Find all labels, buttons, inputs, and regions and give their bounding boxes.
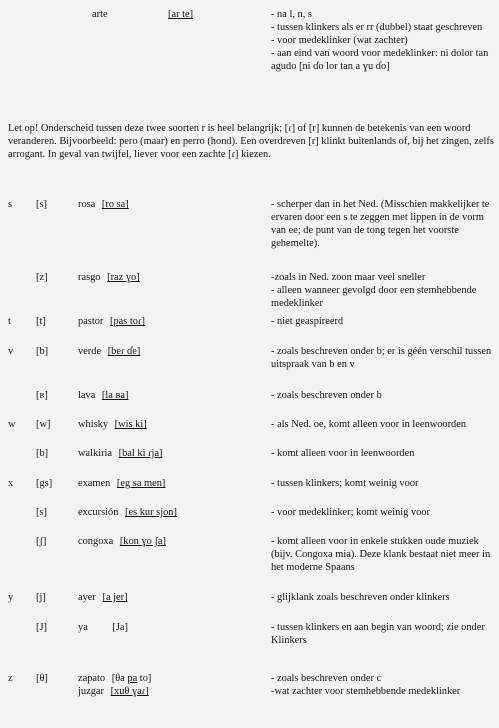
example-word: examen (78, 478, 111, 489)
description-line: - niet geaspireerd (271, 316, 344, 327)
description (271, 315, 495, 328)
note-paragraph: Let op! Onderscheid tussen deze twee soorten r is heel belangrijk; [ɾ] of [r] kunnen de betekenis van een woord veranderen. Bijvoorbeeld: pero (maar) en perro (hond). Een overdreven [r] klinkt buitenlands of, bij het zingen, zelfs arrogant. In geval van twijfel, liever voor een zachte [ɾ] kiezen. (8, 123, 494, 160)
transcription: [eg sa men] (116, 478, 166, 489)
ipa-symbol: [s] (36, 507, 47, 518)
description-line: -zoals in Ned. zoon maar veel sneller (271, 272, 426, 283)
letter: s (8, 199, 13, 210)
ipa-symbol: [ʙ] (36, 390, 48, 401)
transcription (112, 672, 152, 685)
transcription: [beɾ ɗe] (107, 346, 141, 357)
description-line: - glijklank zoals beschreven onder klinkers (271, 592, 450, 603)
transcription: [pas toɾ] (110, 316, 145, 327)
example (78, 271, 140, 284)
description (271, 506, 495, 519)
description (271, 389, 495, 402)
example-word: congoxa (78, 536, 114, 547)
transcription: [kon ɣo ʃa] (119, 536, 166, 547)
example-word: excursión (78, 507, 119, 518)
description-line: - na l, n, s (271, 9, 312, 20)
example-word: rasgo (78, 272, 101, 283)
letter: t (8, 316, 11, 327)
example-word: ayer (78, 592, 96, 603)
example (78, 447, 163, 460)
ipa-symbol: [z] (36, 272, 48, 283)
letter: x (8, 478, 14, 489)
example-word: arte (92, 9, 108, 20)
description-line: - zoals beschreven onder b; er is géén verschil tussen uitspraak van b en v (271, 346, 492, 370)
example (78, 685, 149, 698)
description (271, 591, 495, 604)
example (78, 506, 177, 519)
letter: v (8, 346, 14, 357)
description (271, 198, 495, 250)
transcription: [wis ki] (114, 419, 147, 430)
example (78, 591, 128, 604)
transcription: [a jer] (102, 592, 128, 603)
description-line: - aan eind van woord voor medeklinker: ni dolor tan agudo [ni ɗo lor tan a ɣu ɗo] (271, 48, 489, 72)
ipa-symbol: [b] (36, 346, 49, 357)
description-line: - voor medeklinker (wat zachter) (271, 35, 408, 46)
transcription: [Ja] (112, 622, 128, 633)
ipa-symbol: [b] (36, 448, 49, 459)
example-word: whisky (78, 419, 109, 430)
description-line: - als Ned. oe, komt alleen voor in leenwoorden (271, 419, 467, 430)
letter: w (8, 419, 16, 430)
example-word: walkiria (78, 448, 113, 459)
description-line: - alleen wanneer gevolgd door een stemhebbende medeklinker (271, 285, 477, 309)
transcription: [la ʙa] (101, 390, 129, 401)
transcription: [es kur sjon] (125, 507, 177, 518)
description (271, 621, 495, 647)
description (271, 535, 495, 574)
transcription-stress: pa (127, 673, 138, 684)
letter: y (8, 592, 14, 603)
description-line: -wat zachter voor stemhebbende medeklinker (271, 686, 461, 697)
description (271, 447, 495, 460)
description-line: - zoals beschreven onder c (271, 673, 382, 684)
example (78, 315, 145, 328)
description-line: - komt alleen voor in leenwoorden (271, 448, 415, 459)
transcription: [ar te] (168, 9, 194, 20)
description (271, 8, 495, 73)
ipa-symbol: [j] (36, 592, 46, 603)
ipa-symbol: [ʃ] (36, 536, 47, 547)
example (78, 198, 129, 211)
description-line: - scherper dan in het Ned. (Misschien makkelijker te ervaren door een s te zeggen met lippen in de vorm van ee; de punt van de tong tegen het voorste gehemelte). (271, 199, 490, 249)
example-word: verde (78, 346, 102, 357)
example-word: zapato (78, 673, 106, 684)
example (78, 621, 128, 634)
transcription-suffix: to] (137, 673, 152, 684)
description-line: - tussen klinkers en aan begin van woord; zie onder Klinkers (271, 622, 485, 646)
example-word: lava (78, 390, 96, 401)
transcription: [xuθ ɣaɾ] (110, 686, 149, 697)
example (78, 672, 151, 685)
transcription: [ro sa] (101, 199, 129, 210)
description-line: - voor medeklinker; komt weinig voor (271, 507, 430, 518)
example (78, 477, 165, 490)
description (271, 271, 495, 310)
example (78, 418, 147, 431)
ipa-symbol: [θ] (36, 673, 48, 684)
transcription-prefix: [θa (111, 673, 128, 684)
example-word: rosa (78, 199, 96, 210)
ipa-symbol: [s] (36, 199, 47, 210)
example-word: juzgar (78, 686, 104, 697)
description-line: - komt alleen voor in enkele stukken oude muziek (bijv. Congoxa mia). Deze klank bestaat niet meer in het moderne Spaans (271, 536, 491, 573)
ipa-symbol: [w] (36, 419, 51, 430)
ipa-symbol: [gs] (36, 478, 53, 489)
transcription: [raz ɣo] (107, 272, 140, 283)
description (271, 345, 495, 371)
description (271, 672, 495, 698)
letter: z (8, 673, 13, 684)
example (78, 345, 140, 358)
description-line: - tussen klinkers; komt weinig voor (271, 478, 419, 489)
description (271, 477, 495, 490)
example (78, 389, 128, 402)
example (78, 535, 166, 548)
transcription: [bal ki ɾja] (118, 448, 163, 459)
description (271, 418, 495, 431)
example-word: ya (78, 622, 88, 633)
ipa-symbol: [t] (36, 316, 46, 327)
description-line: - zoals beschreven onder b (271, 390, 382, 401)
example-word: pastor (78, 316, 104, 327)
description-line: - tussen klinkers als er rr (dubbel) staat geschreven (271, 22, 483, 33)
ipa-symbol: [J] (36, 622, 47, 633)
